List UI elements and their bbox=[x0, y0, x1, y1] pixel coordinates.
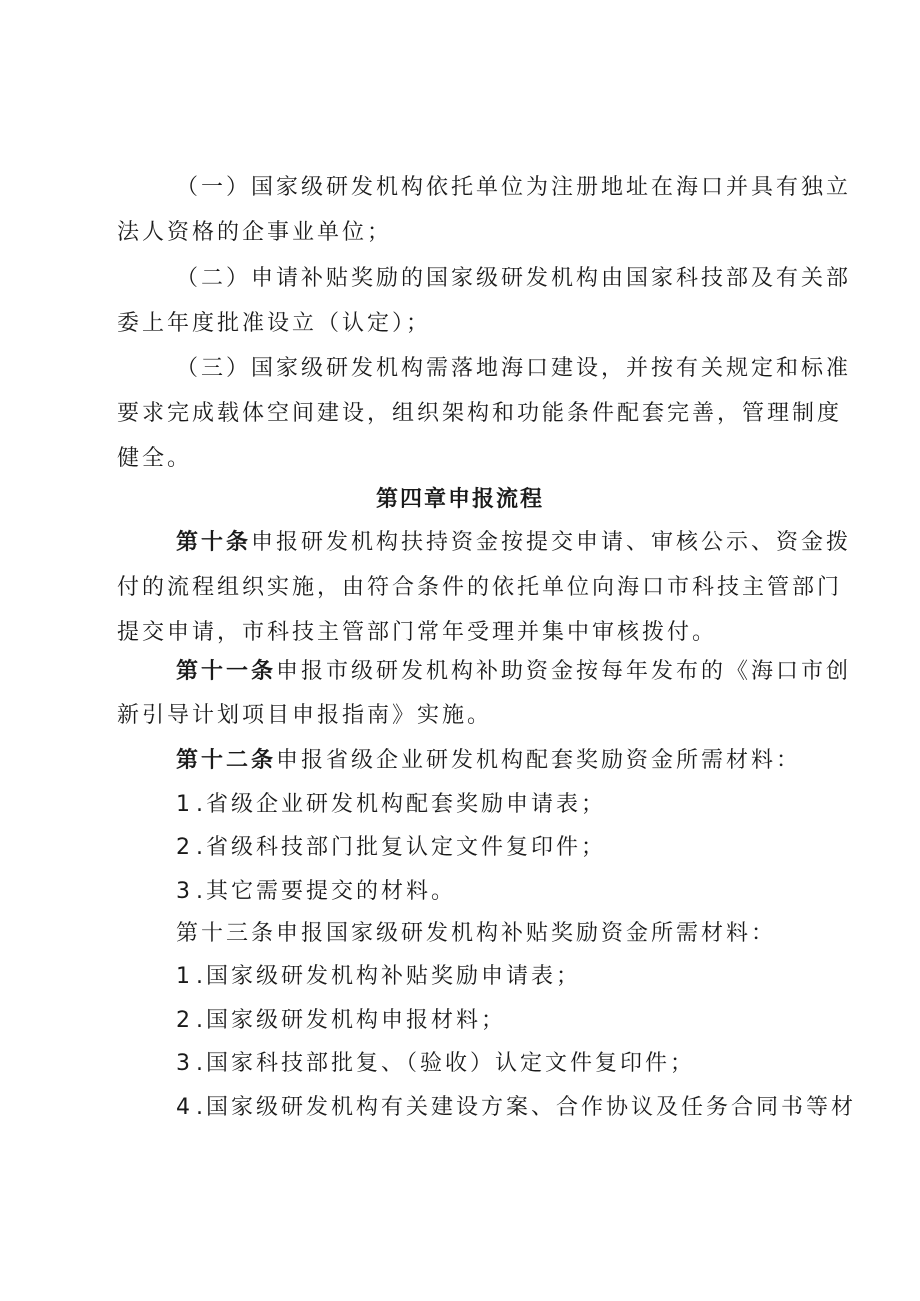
article-11-label: 第十一条 bbox=[176, 659, 277, 684]
list-number: 4 bbox=[176, 1095, 196, 1120]
article-11-text: 申报市级研发机构补助资金按每年发布的《海口市创 bbox=[276, 659, 852, 684]
list-number: 2 bbox=[176, 1008, 196, 1033]
paragraph-line: 健全。 bbox=[117, 446, 193, 471]
list-text: .国家级研发机构有关建设方案、合作协议及任务合同书等材 bbox=[196, 1095, 856, 1120]
paragraph-line: 法人资格的企事业单位； bbox=[117, 220, 393, 245]
list-text: .国家级研发机构补贴奖励申请表； bbox=[196, 964, 581, 989]
list-item bbox=[0, 962, 920, 992]
article-12-text: 申报省级企业研发机构配套奖励资金所需材料： bbox=[276, 748, 802, 773]
list-text: .国家级研发机构申报材料； bbox=[196, 1008, 506, 1033]
article-12-line bbox=[0, 746, 920, 776]
paragraph-line: （三）国家级研发机构需落地海口建设，并按有关规定和标准 bbox=[176, 356, 852, 381]
list-number: 3 bbox=[176, 1051, 196, 1076]
list-number: 3 bbox=[176, 879, 196, 904]
list-item bbox=[0, 1006, 920, 1036]
paragraph-line: 委上年度批准设立（认定）； bbox=[117, 311, 432, 336]
article-10-line bbox=[0, 528, 920, 558]
list-item bbox=[0, 877, 920, 907]
article-10-label: 第十条 bbox=[176, 530, 252, 555]
paragraph-line: 要求完成载体空间建设，组织架构和功能条件配套完善，管理制度 bbox=[117, 401, 843, 426]
paragraph-line: 新引导计划项目申报指南》实施。 bbox=[117, 703, 493, 728]
paragraph-line: （一）国家级研发机构依托单位为注册地址在海口并具有独立 bbox=[176, 175, 852, 200]
chapter-heading: 第四章申报流程 bbox=[375, 487, 544, 512]
paragraph-line: 付的流程组织实施，由符合条件的依托单位向海口市科技主管部门 bbox=[117, 575, 843, 600]
list-item bbox=[0, 790, 920, 820]
paragraph-line: 提交申请，市科技主管部门常年受理并集中审核拨付。 bbox=[117, 620, 718, 645]
list-item bbox=[0, 1049, 920, 1079]
list-number: 1 bbox=[176, 792, 196, 817]
list-text: .省级科技部门批复认定文件复印件； bbox=[196, 835, 606, 860]
paragraph-line: （二）申请补贴奖励的国家级研发机构由国家科技部及有关部 bbox=[176, 266, 852, 291]
list-text: .省级企业研发机构配套奖励申请表； bbox=[196, 792, 606, 817]
article-13-line: 第十三条申报国家级研发机构补贴奖励资金所需材料： bbox=[176, 921, 777, 946]
list-item bbox=[0, 833, 920, 863]
article-12-label: 第十二条 bbox=[176, 748, 277, 773]
list-item bbox=[0, 1093, 920, 1123]
list-text: .其它需要提交的材料。 bbox=[196, 879, 456, 904]
list-text: .国家科技部批复、（验收）认定文件复印件； bbox=[196, 1051, 695, 1076]
article-11-line bbox=[0, 657, 920, 687]
list-number: 2 bbox=[176, 835, 196, 860]
article-10-text: 申报研发机构扶持资金按提交申请、审核公示、资金拨 bbox=[251, 530, 852, 555]
list-number: 1 bbox=[176, 964, 196, 989]
